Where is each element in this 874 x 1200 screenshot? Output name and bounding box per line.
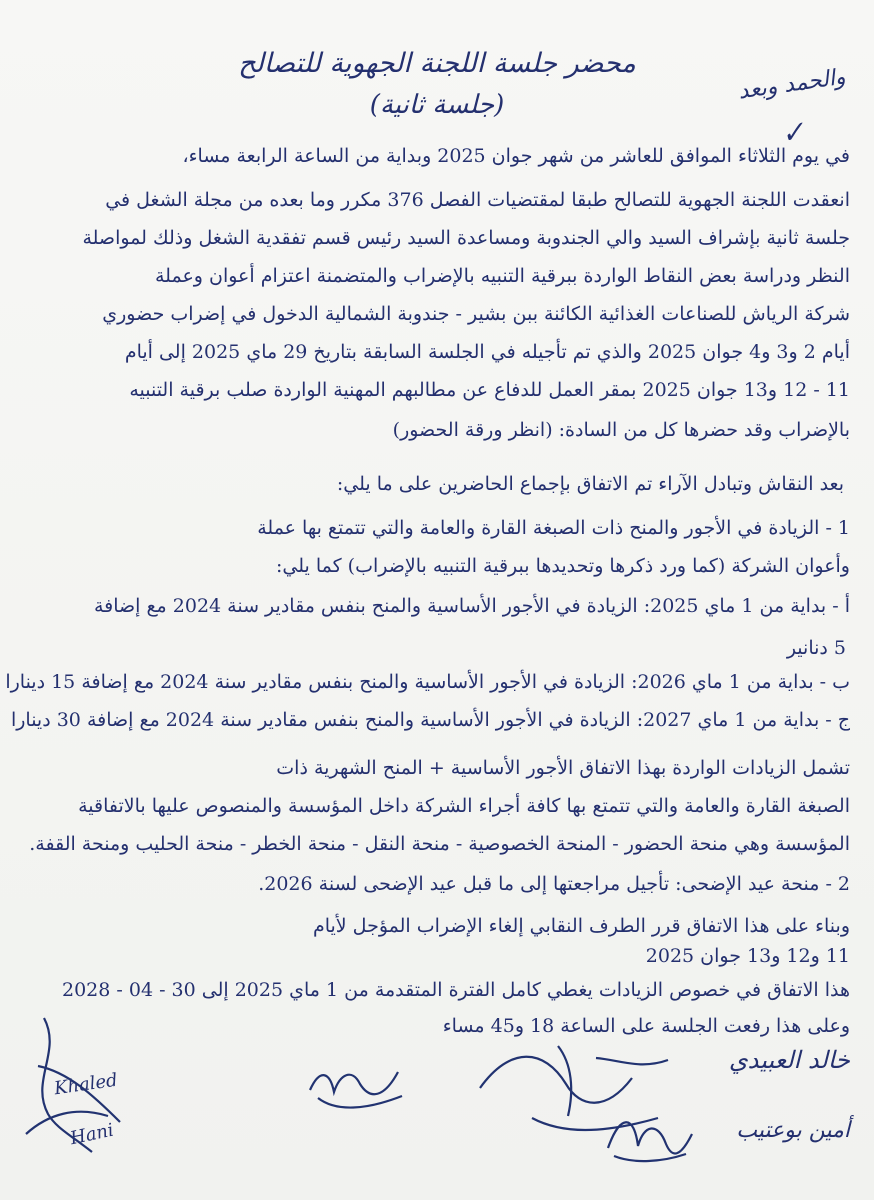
signature-name-4: Hani: [68, 1119, 116, 1150]
item1-alpha: أ - بداية من 1 ماي 2025: الزيادة في الأجور الأساسية والمنح بنفس مقادير سنة 2024 مع إضافة: [93, 595, 850, 617]
scope-line-3: المؤسسة وهي منحة الحضور - المنحة الخصوصية - منحة النقل - منحة الخطر - منحة الحليب ومنحة القفة.: [29, 833, 850, 855]
agreement-intro: بعد النقاش وتبادل الآراء تم الاتفاق بإجماع الحاضرين على ما يلي:: [336, 473, 844, 495]
body-line-4: النظر ودراسة بعض النقاط الواردة ببرقية التنبيه بالإضراب والمتضمنة اعتزام أعوان وعملة: [154, 265, 850, 287]
signature-name-1: خالد العبيدي: [728, 1046, 850, 1074]
validity-line: هذا الاتفاق في خصوص الزيادات يغطي كامل الفترة المتقدمة من 1 ماي 2025 إلى 30 - 04 - 2028: [62, 979, 850, 1001]
body-line-2: انعقدت اللجنة الجهوية للتصالح طبقا لمقتضيات الفصل 376 مكرر وما بعده من مجلة الشغل في: [105, 189, 850, 211]
signature-scribble-middle: [300, 1050, 420, 1120]
item1-alpha-end: 5 دنانير: [786, 637, 846, 659]
decision-line-1: وبناء على هذا الاتفاق قرر الطرف النقابي إلغاء الإضراب المؤجل لأيام: [312, 915, 850, 937]
item1-line-b: وأعوان الشركة (كما ورد ذكرها وتحديدها ببرقية التنبيه بالإضراب) كما يلي:: [275, 555, 850, 577]
scope-line-2: الصبغة القارة والعامة والتي تتمتع بها كافة أجراء الشركة داخل المؤسسة والمنصوص عليها بالاتفاقية: [78, 795, 850, 817]
body-line-3: جلسة ثانية بإشراف السيد والي الجندوبة ومساعدة السيد رئيس قسم تفقدية الشغل وذلك لمواصلة: [82, 227, 850, 249]
decision-line-2: 11 و12 و13 جوان 2025: [645, 945, 850, 967]
corner-mark-icon: ✓: [777, 114, 807, 151]
body-line-5: شركة الرياش للصناعات الغذائية الكائنة ببن بشير - جندوبة الشمالية الدخول في إضراب حضوري: [102, 303, 850, 325]
signature-scribble-bottom: [600, 1106, 700, 1166]
body-line-6: أيام 2 و3 و4 جوان 2025 والذي تم تأجيله في الجلسة السابقة بتاريخ 29 ماي 2025 إلى أيام: [124, 341, 850, 363]
item1-ba: ب - بداية من 1 ماي 2026: الزيادة في الأجور الأساسية والمنح بنفس مقادير سنة 2024 مع إضافة 15 دينارا: [5, 671, 850, 693]
signature-scribble-left: [10, 1010, 150, 1160]
item2-line: 2 - منحة عيد الإضحى: تأجيل مراجعتها إلى ما قبل عيد الإضحى لسنة 2026.: [258, 873, 850, 895]
corner-note: والحمد وبعد: [736, 64, 848, 105]
document-subtitle: (جلسة ثانية): [369, 90, 505, 120]
body-line-1: في يوم الثلاثاء الموافق للعاشر من شهر جوان 2025 وبداية من الساعة الرابعة مساء،: [182, 145, 850, 167]
document-title: محضر جلسة اللجنة الجهوية للتصالح: [238, 48, 636, 79]
item1-jim: ج - بداية من 1 ماي 2027: الزيادة في الأجور الأساسية والمنح بنفس مقادير سنة 2024 مع إضافة 30 دينارا: [10, 709, 850, 731]
signature-name-2: أمين بوعتيب: [736, 1118, 850, 1143]
signature-name-3: Khaled: [52, 1069, 119, 1100]
item1-line-a: 1 - الزيادة في الأجور والمنح ذات الصبغة القارة والعامة والتي تتمتع بها عملة: [257, 517, 850, 539]
body-line-7: 11 - 12 و13 جوان 2025 بمقر العمل للدفاع عن مطالبهم المهنية الواردة صلب برقية التنبيه: [129, 379, 850, 401]
scope-line-1: تشمل الزيادات الواردة بهذا الاتفاق الأجور الأساسية + المنح الشهرية ذات: [276, 757, 850, 779]
closing-line: وعلى هذا رفعت الجلسة على الساعة 18 و45 مساء: [442, 1015, 850, 1037]
body-line-8: بالإضراب وقد حضرها كل من السادة: (انظر ورقة الحضور): [392, 419, 850, 441]
